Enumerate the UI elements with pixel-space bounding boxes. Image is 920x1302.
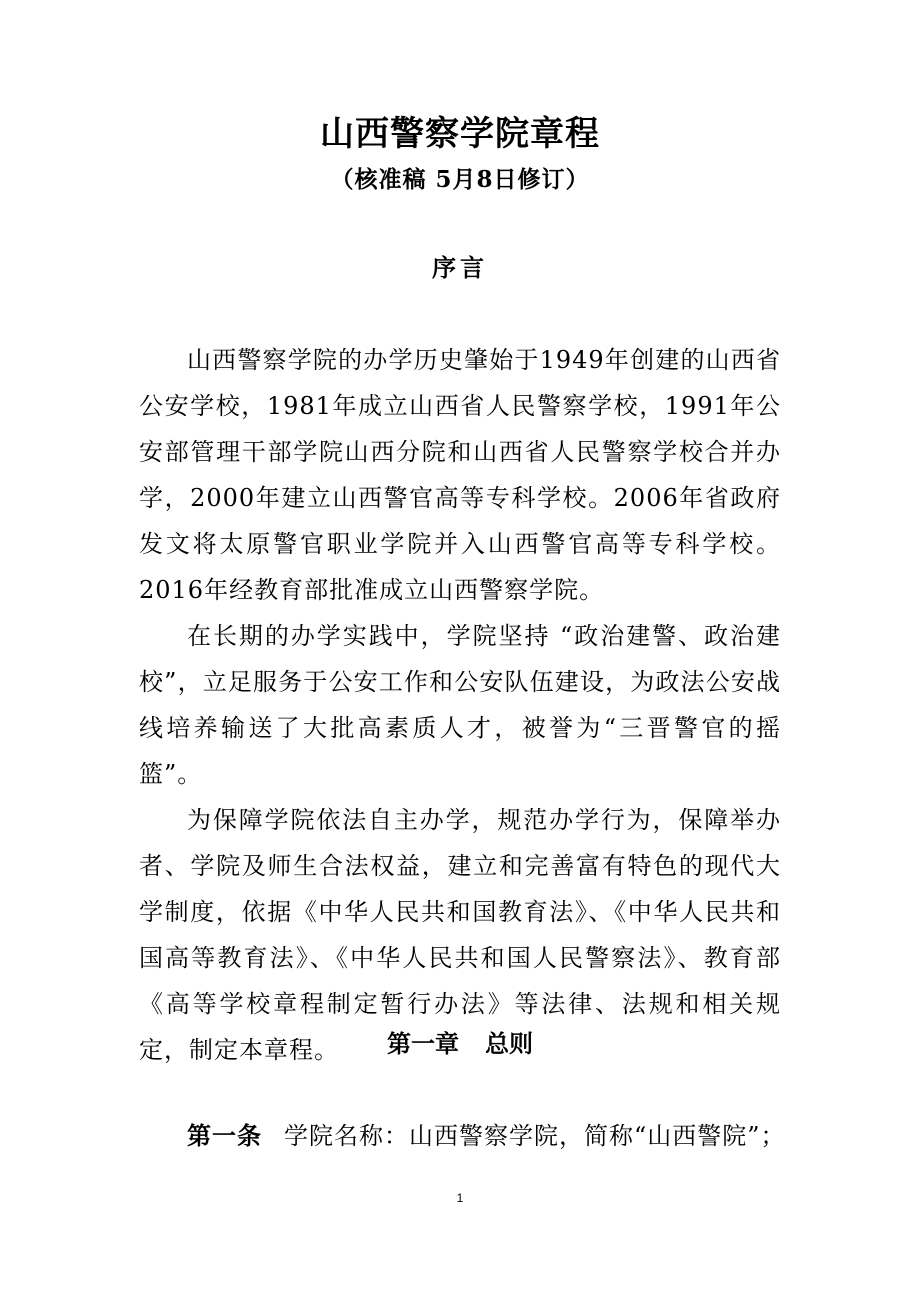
- preface-paragraph-3: 为保障学院依法自主办学，规范办学行为，保障举办者、学院及师生合法权益，建立和完善富有特色的现代大学制度，依据《中华人民共和国教育法》、《中华人民共和国高等教育法》、《中华人民共和国人民警察法》、教育部《高等学校章程制定暂行办法》等法律、法规和相关规定，制定本章程。: [139, 806, 781, 1064]
- article-text: 学院名称：山西警察学院，简称“山西警院”；: [284, 1122, 786, 1150]
- document-title: 山西警察学院章程: [320, 114, 600, 154]
- preface-paragraph-1: 山西警察学院的办学历史肇始于1949年创建的山西省公安学校，1981年成立山西省人民警察学校，1991年公安部管理干部学院山西分院和山西省人民警察学校合并办学，2000年建立山西警官高等专科学校。2006年省政府发文将太原警官职业学院并入山西警官高等专科学校。2016年经教育部批准成立山西警察学院。: [139, 346, 781, 604]
- chapter-title: 总则: [485, 1029, 533, 1058]
- page-number: 1: [456, 1191, 464, 1205]
- preface-paragraph-2: 在长期的办学实践中，学院坚持 “政治建警、政治建校”，立足服务于公安工作和公安队伍建设，为政法公安战线培养输送了大批高素质人才，被誉为“三晋警官的摇篮”。: [139, 622, 781, 788]
- document-subtitle: （核准稿 5月8日修订）: [330, 166, 590, 193]
- preface-heading: 序言: [432, 253, 488, 282]
- chapter-heading: [0, 1024, 920, 1064]
- preface-body: [139, 337, 781, 1073]
- article-label: 第一条: [187, 1121, 262, 1150]
- article-1: [139, 1113, 799, 1159]
- chapter-number: 第一章: [387, 1029, 459, 1058]
